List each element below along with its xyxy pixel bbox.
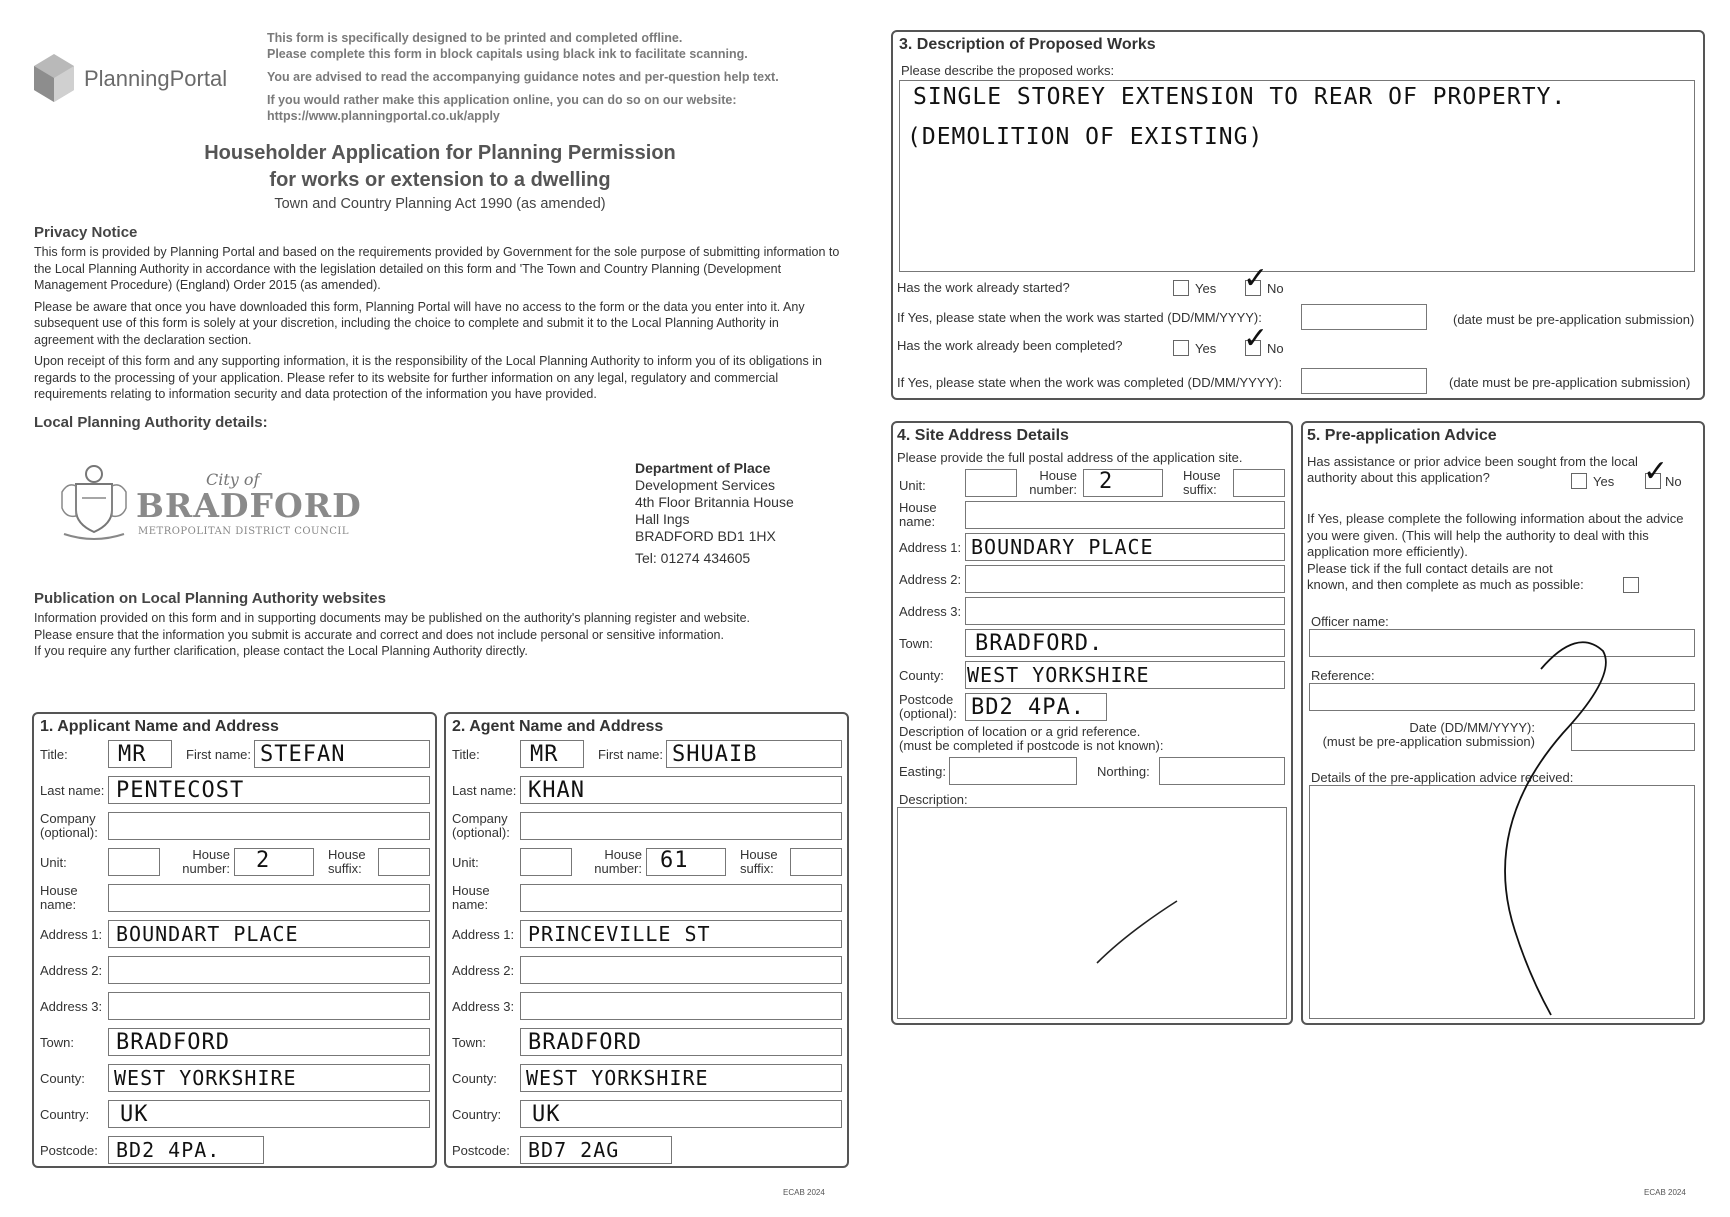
easting-field[interactable] [949, 757, 1077, 785]
form-title-line2: for works or extension to a dwelling [269, 169, 611, 191]
description-label: Description: [899, 792, 968, 807]
house-suffix-field[interactable] [790, 848, 842, 876]
coat-of-arms-icon [56, 462, 132, 542]
completed-no-tick-icon: ✓ [1243, 321, 1269, 356]
house-name-label [452, 884, 490, 912]
address2-field[interactable] [520, 956, 842, 984]
postcode-label: Postcode: [452, 1143, 510, 1158]
label-line: number: [1029, 482, 1077, 497]
site-prompt: Please provide the full postal address of the application site. [897, 450, 1243, 465]
preapp-q1: Has assistance or prior advice been sought from the local [1307, 454, 1638, 469]
planning-portal-logo [32, 52, 242, 106]
header-notes [267, 30, 779, 124]
lpa-heading: Local Planning Authority details: [34, 414, 268, 431]
country-field[interactable] [108, 1100, 430, 1128]
label-line: House [604, 847, 642, 862]
footer-ecab-right: ECAB 2024 [1644, 1188, 1686, 1197]
label-line: suffix: [740, 861, 774, 876]
officer-label: Officer name: [1311, 614, 1389, 629]
unit-label: Unit: [40, 855, 67, 870]
publication-heading: Publication on Local Planning Authority websites [34, 590, 386, 607]
applicant-heading: 1. Applicant Name and Address [40, 718, 279, 735]
agent-town-value: BRADFORD [528, 1030, 642, 1055]
company-label-line: Company [40, 811, 96, 826]
applicant-panel [32, 712, 437, 1168]
label-line: suffix: [1183, 482, 1217, 497]
address2-label: Address 2: [40, 963, 103, 978]
preapp-info-line: If Yes, please complete the following information about the advice [1307, 511, 1684, 526]
site-desc-note2: (must be completed if postcode is not known): [899, 738, 1164, 753]
privacy-p3: Upon receipt of this form and any supporting information, it is the responsibility of the Local Planning Authority to inform you of its obligations in regards to the processing of your application. Please refer to its website for further information on any legal, regulatory and commercial requirements relating to information security and data protection of the information you have provided. [34, 354, 822, 401]
details-label: Details of the pre-application advice received: [1311, 770, 1574, 785]
bradford-sub: METROPOLITAN DISTRICT COUNCIL [138, 526, 349, 537]
agent-heading: 2. Agent Name and Address [452, 718, 664, 735]
description-field[interactable] [897, 807, 1287, 1019]
preapp-yes-label: Yes [1593, 474, 1615, 489]
house-suffix-label [1183, 469, 1221, 497]
note-line: This form is specifically designed to be printed and completed offline. [267, 31, 683, 45]
note-line: Please complete this form in block capitals using black ink to facilitate scanning. [267, 47, 748, 61]
lpa-address [635, 460, 794, 567]
form-title [30, 140, 850, 214]
unit-label: Unit: [452, 855, 479, 870]
works-line2: (DEMOLITION OF EXISTING) [907, 124, 1264, 150]
privacy-heading: Privacy Notice [34, 224, 138, 241]
agent-title-value: MR [530, 742, 559, 767]
company-label-line: (optional): [452, 825, 510, 840]
unit-label: Unit: [899, 478, 926, 493]
started-yes-label: Yes [1195, 281, 1217, 296]
label-line: Postcode [899, 692, 954, 707]
planning-portal-logo-icon [32, 52, 76, 104]
description-pen-mark [1093, 893, 1213, 973]
address2-field[interactable] [108, 956, 430, 984]
label-line: (must be pre-application submission) [1322, 734, 1535, 749]
note-line: You are advised to read the accompanying guidance notes and per-question help text. [267, 70, 779, 84]
address3-field[interactable] [108, 992, 430, 1020]
privacy-p1: This form is provided by Planning Portal and based on the requirements provided by Government for the sole purpose of submitting information to the Local Planning Authority in accordance with the legislation detailed on this form and 'The Town and Country Planning (Development Management Procedure) (England) Order 2015 (as amended). [34, 245, 840, 292]
agent-first-name-value: SHUAIB [672, 742, 758, 767]
preapp-no-tick-icon: ✓ [1643, 454, 1669, 489]
label-line: House [452, 883, 490, 898]
planning-portal-logo-text: PlanningPortal [84, 66, 228, 91]
site-panel [891, 421, 1293, 1025]
house-name-label [40, 884, 78, 912]
address2-field[interactable] [965, 565, 1285, 593]
house-name-label [899, 501, 937, 529]
publication-line: Information provided on this form and in supporting documents may be published on the authority's planning register and website. [34, 611, 751, 625]
site-desc-note1: Description of location or a grid reference. [899, 724, 1141, 739]
lpa-address-line: Hall Ings [635, 511, 690, 527]
preapp-no-label: No [1665, 474, 1682, 489]
applicant-country-value: UK [120, 1102, 149, 1127]
site-heading: 4. Site Address Details [897, 427, 1069, 444]
country-label: Country: [452, 1107, 502, 1122]
preapp-info-line: application more efficiently). [1307, 544, 1468, 559]
label-line: House [40, 883, 78, 898]
house-name-field[interactable] [520, 884, 842, 912]
house-number-label [586, 848, 642, 876]
town-label: Town: [452, 1035, 486, 1050]
applicant-town-value: BRADFORD [116, 1030, 230, 1055]
label-line: House [328, 847, 366, 862]
started-date-field[interactable] [1301, 304, 1427, 330]
q-completed-date: If Yes, please state when the work was completed (DD/MM/YYYY): [897, 375, 1283, 390]
house-name-field[interactable] [965, 501, 1285, 529]
agent-county-value: WEST YORKSHIRE [526, 1066, 709, 1090]
started-yes-checkbox[interactable] [1173, 280, 1189, 296]
house-number-label [1023, 469, 1077, 497]
publication [34, 590, 840, 660]
lpa-address-line: 4th Floor Britannia House [635, 494, 794, 510]
started-date-note: (date must be pre-application submission) [1453, 312, 1695, 327]
applicant-house-number-value: 2 [256, 848, 271, 873]
house-number-label [174, 848, 230, 876]
lpa-address-line: Development Services [635, 477, 776, 493]
agent-postcode-value: BD7 2AG [528, 1138, 620, 1162]
address1-label: Address 1: [899, 540, 962, 555]
postcode-label: Postcode: [40, 1143, 98, 1158]
publication-line: Please ensure that the information you submit is accurate and correct and does not include personal or sensitive information. [34, 627, 724, 642]
unit-field[interactable] [520, 848, 572, 876]
preapp-info-line: you were given. (This will help the authority to deal with this [1307, 527, 1649, 543]
first-name-label: First name: [186, 747, 252, 762]
label-line: (optional): [899, 706, 957, 721]
county-label: County: [40, 1071, 85, 1086]
label-line: House [899, 500, 937, 515]
label-line: number: [594, 861, 642, 876]
address2-label: Address 2: [899, 572, 962, 587]
postcode-label [899, 693, 957, 721]
agent-panel [444, 712, 849, 1168]
agent-country-value: UK [532, 1102, 561, 1127]
works-heading: 3. Description of Proposed Works [899, 36, 1156, 53]
lpa-address-line: BRADFORD BD1 1HX [635, 528, 776, 544]
address3-field[interactable] [965, 597, 1285, 625]
house-suffix-field[interactable] [1233, 469, 1285, 497]
preapp-heading: 5. Pre-application Advice [1307, 427, 1497, 444]
address2-label: Address 2: [452, 963, 515, 978]
agent-house-number-value: 61 [660, 848, 689, 873]
label-line: name: [452, 897, 489, 912]
applicant-address1-value: BOUNDART PLACE [116, 922, 299, 946]
preapp-panel [1301, 421, 1705, 1025]
company-label-line: Company [452, 811, 508, 826]
house-name-field[interactable] [108, 884, 430, 912]
label-line: name: [40, 897, 77, 912]
q-completed: Has the work already been completed? [897, 338, 1123, 353]
completed-date-field[interactable] [1301, 368, 1427, 394]
address3-label: Address 3: [452, 999, 515, 1014]
label-line: House [740, 847, 778, 862]
northing-label: Northing: [1097, 764, 1150, 779]
county-label: County: [899, 668, 944, 683]
country-label: Country: [40, 1107, 90, 1122]
company-field[interactable] [108, 812, 430, 840]
strike-through-pen-mark [1303, 423, 1707, 1027]
completed-yes-label: Yes [1195, 341, 1217, 356]
house-suffix-label [328, 848, 366, 876]
house-suffix-field[interactable] [378, 848, 430, 876]
unit-field[interactable] [965, 469, 1017, 497]
first-name-label: First name: [598, 747, 664, 762]
label-line: House [1039, 468, 1077, 483]
site-county-value: WEST YORKSHIRE [967, 663, 1150, 687]
privacy-p2: Please be aware that once you have downloaded this form, Planning Portal will have no access to the form or the data you enter into it. Any subsequent use of this form is solely at your discretion, including the choice to complete and submit it to the Local Planning Authority in agreement with the declaration section. [34, 299, 805, 347]
q-started-date: If Yes, please state when the work was started (DD/MM/YYYY): [897, 310, 1262, 325]
company-label [40, 812, 98, 840]
house-number-field[interactable] [234, 848, 314, 876]
house-suffix-label [740, 848, 778, 876]
applicant-first-name-value: STEFAN [260, 742, 346, 767]
address3-field[interactable] [520, 992, 842, 1020]
label-line: House [1183, 468, 1221, 483]
completed-date-note: (date must be pre-application submission) [1449, 375, 1691, 390]
preapp-info-line: known, and then complete as much as possible: [1307, 577, 1584, 592]
town-label: Town: [40, 1035, 74, 1050]
agent-address1-value: PRINCEVILLE ST [528, 922, 711, 946]
preapp-info-line: Please tick if the full contact details are not [1307, 560, 1553, 576]
applicant-last-name-value: PENTECOST [116, 778, 245, 803]
site-postcode-value: BD2 4PA. [971, 695, 1085, 720]
site-address1-value: BOUNDARY PLACE [971, 535, 1154, 559]
last-name-label: Last name: [40, 783, 105, 798]
started-no-tick-icon: ✓ [1243, 261, 1269, 296]
label-line: suffix: [328, 861, 362, 876]
country-field[interactable] [520, 1100, 842, 1128]
applicant-postcode-value: BD2 4PA. [116, 1138, 221, 1162]
agent-last-name-value: KHAN [528, 778, 585, 803]
title-label: Title: [40, 747, 68, 762]
privacy-notice [34, 224, 840, 403]
bradford-city-of: City of [206, 470, 260, 489]
unit-field[interactable] [108, 848, 160, 876]
northing-field[interactable] [1159, 757, 1285, 785]
applicant-title-value: MR [118, 742, 147, 767]
bradford-name: BRADFORD [136, 486, 362, 525]
note-link[interactable]: https://www.planningportal.co.uk/apply [267, 109, 500, 123]
easting-label: Easting: [899, 764, 946, 779]
company-field[interactable] [520, 812, 842, 840]
label-line: name: [899, 514, 936, 529]
company-label-line: (optional): [40, 825, 98, 840]
footer-ecab-left: ECAB 2024 [783, 1188, 825, 1197]
county-label: County: [452, 1071, 497, 1086]
completed-no-label: No [1267, 341, 1284, 356]
address3-label: Address 3: [899, 604, 962, 619]
works-panel [891, 30, 1705, 400]
site-town-value: BRADFORD. [975, 631, 1104, 656]
preapp-q2: authority about this application? [1307, 470, 1490, 485]
town-label: Town: [899, 636, 933, 651]
label-line: Date (DD/MM/YYYY): [1409, 720, 1535, 735]
house-number-field[interactable] [1083, 469, 1163, 497]
label-line: House [192, 847, 230, 862]
form-title-line1: Householder Application for Planning Permission [204, 142, 676, 164]
label-line: number: [182, 861, 230, 876]
applicant-county-value: WEST YORKSHIRE [114, 1066, 297, 1090]
completed-yes-checkbox[interactable] [1173, 340, 1189, 356]
works-line1: SINGLE STOREY EXTENSION TO REAR OF PROPERTY. [913, 84, 1567, 110]
q-started: Has the work already started? [897, 280, 1070, 295]
publication-line: If you require any further clarification, please contact the Local Planning Authority directly. [34, 644, 528, 658]
title-label: Title: [452, 747, 480, 762]
address1-label: Address 1: [452, 927, 515, 942]
reference-label: Reference: [1311, 668, 1375, 683]
works-prompt: Please describe the proposed works: [901, 63, 1115, 78]
form-subtitle: Town and Country Planning Act 1990 (as amended) [274, 196, 606, 212]
address1-label: Address 1: [40, 927, 103, 942]
started-no-label: No [1267, 281, 1284, 296]
note-line: If you would rather make this application online, you can do so on our website: [267, 93, 737, 107]
lpa-address-line: Department of Place [635, 460, 771, 476]
lpa-tel: Tel: 01274 434605 [635, 550, 751, 566]
last-name-label: Last name: [452, 783, 517, 798]
site-house-number-value: 2 [1099, 469, 1114, 494]
address3-label: Address 3: [40, 999, 103, 1014]
company-label [452, 812, 510, 840]
bradford-logo [56, 462, 362, 542]
